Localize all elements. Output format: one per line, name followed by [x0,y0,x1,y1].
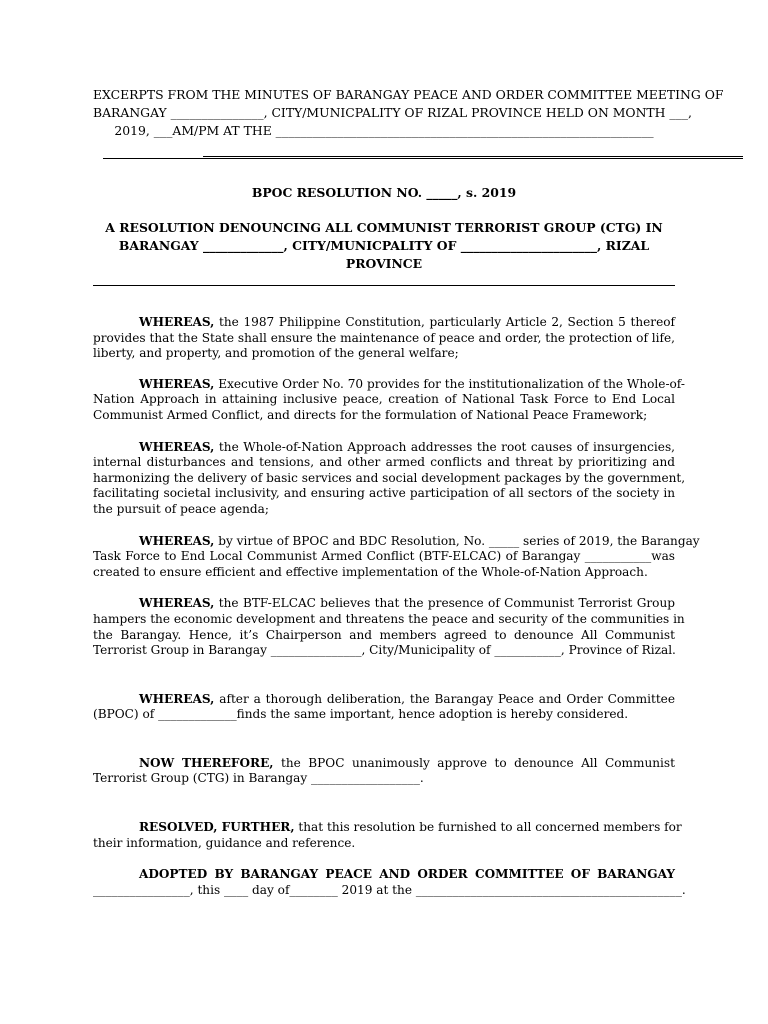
whereas-paragraph-3 [93,439,686,518]
paragraph-line: liberty, and property, and promotion of the general welfare; [93,346,459,361]
paragraph-lead: WHEREAS, [139,691,215,706]
whereas-paragraph-2 [93,376,685,424]
paragraph-line [93,756,675,772]
paragraph-lead: WHEREAS, [139,376,215,391]
title-divider [93,285,675,286]
resolution-title-line-2: BARANGAY _____________, CITY/MUNICPALITY OF ______________________, RIZAL [118,238,650,253]
header-line-1: EXCERPTS FROM THE MINUTES OF BARANGAY PEACE AND ORDER COMMITTEE MEETING OF [93,87,724,102]
paragraph-line: harmonizing the delivery of basic services and social development packages by the government, [93,470,686,485]
paragraph-line [93,533,700,550]
header-divider-thick [103,158,743,159]
paragraph-text: Executive Order No. 70 provides for the institutionalization of the Whole-of- [214,376,685,391]
paragraph-text: the BTF-ELCAC believes that the presence of Communist Terrorist Group [214,596,675,611]
paragraph-line [93,867,675,883]
paragraph-line: Terrorist Group (CTG) in Barangay __________________. [93,771,424,786]
header-divider-thin [203,156,743,157]
paragraph-text: that this resolution be furnished to all concerned members for [294,820,682,835]
paragraph-line: (BPOC) of _____________finds the same important, hence adoption is hereby considered. [93,707,629,722]
paragraph-line: Terrorist Group in Barangay _______________, City/Municipality of ___________, Province of Rizal. [93,643,676,658]
resolved-further-paragraph [93,820,682,851]
paragraph-line: facilitating societal inclusivity, and ensuring active participation of all sectors of the society in [93,486,675,501]
adopted-paragraph [93,867,686,898]
paragraph-line: the Barangay. Hence, it’s Chairperson and members agreed to denounce All Communist [93,627,675,642]
now-therefore-paragraph [93,756,675,787]
whereas-paragraph-5 [93,596,685,658]
paragraph-line [93,596,675,612]
paragraph-lead: WHEREAS, [139,596,215,611]
paragraph-line: internal disturbances and tensions, and other armed conflicts and threat by prioritizing and [93,455,675,470]
paragraph-line: hampers the economic development and threatens the peace and security of the communities in [93,611,685,626]
minutes-header [93,86,724,140]
header-line-3: 2019, ___AM/PM AT THE _____________________________________________________________ [114,123,654,138]
resolution-title [93,219,675,273]
paragraph-line [93,376,685,393]
whereas-paragraph-4 [93,533,700,581]
paragraph-line [93,440,675,456]
resolution-number: BPOC RESOLUTION NO. _____, s. 2019 [251,185,517,200]
header-line-2: BARANGAY _______________, CITY/MUNICPALITY OF RIZAL PROVINCE HELD ON MONTH ___, [93,105,692,120]
whereas-paragraph-6 [93,692,675,723]
paragraph-line: Nation Approach in attaining inclusive peace, creation of National Task Force to End Local [93,392,675,407]
paragraph-line [93,820,682,836]
resolution-title-line-1: A RESOLUTION DENOUNCING ALL COMMUNIST TERRORIST GROUP (CTG) IN [105,220,663,235]
paragraph-line: their information, guidance and reference. [93,835,356,850]
paragraph-line [93,692,675,708]
paragraph-text: the BPOC unanimously approve to denounce All Communist [273,755,675,770]
whereas-paragraph-1 [93,315,675,362]
resolution-title-line-3: PROVINCE [345,256,423,271]
paragraph-line: provides that the State shall ensure the maintenance of peace and order, the protection of life, [93,330,675,345]
paragraph-lead: WHEREAS, [139,439,215,454]
paragraph-lead: WHEREAS, [139,315,215,329]
paragraph-lead: ADOPTED BY BARANGAY PEACE AND ORDER COMMITTEE OF BARANGAY [139,867,675,882]
header-divider [103,156,743,164]
paragraph-text: the 1987 Philippine Constitution, particularly Article 2, Section 5 thereof [214,315,675,329]
paragraph-line: created to ensure efficient and effective implementation of the Whole-of-Nation Approach. [93,564,648,579]
paragraph-line [93,315,675,331]
paragraph-line: Task Force to End Local Communist Armed Conflict (BTF-ELCAC) of Barangay ___________was [93,549,675,564]
paragraph-text: by virtue of BPOC and BDC Resolution, No. _____ series of 2019, the Barangay [214,533,700,548]
paragraph-text: the Whole-of-Nation Approach addresses the root causes of insurgencies, [214,439,675,454]
paragraph-line: Communist Armed Conflict, and directs for the formulation of National Peace Framework; [93,407,648,422]
paragraph-line: the pursuit of peace agenda; [93,501,269,516]
paragraph-lead: RESOLVED, FURTHER, [139,820,295,835]
paragraph-lead: WHEREAS, [139,533,215,548]
paragraph-lead: NOW THEREFORE, [139,755,274,770]
paragraph-text: after a thorough deliberation, the Barangay Peace and Order Committee [214,691,675,706]
paragraph-line: ________________, this ____ day of________ 2019 at the ____________________________________________. [93,882,686,897]
